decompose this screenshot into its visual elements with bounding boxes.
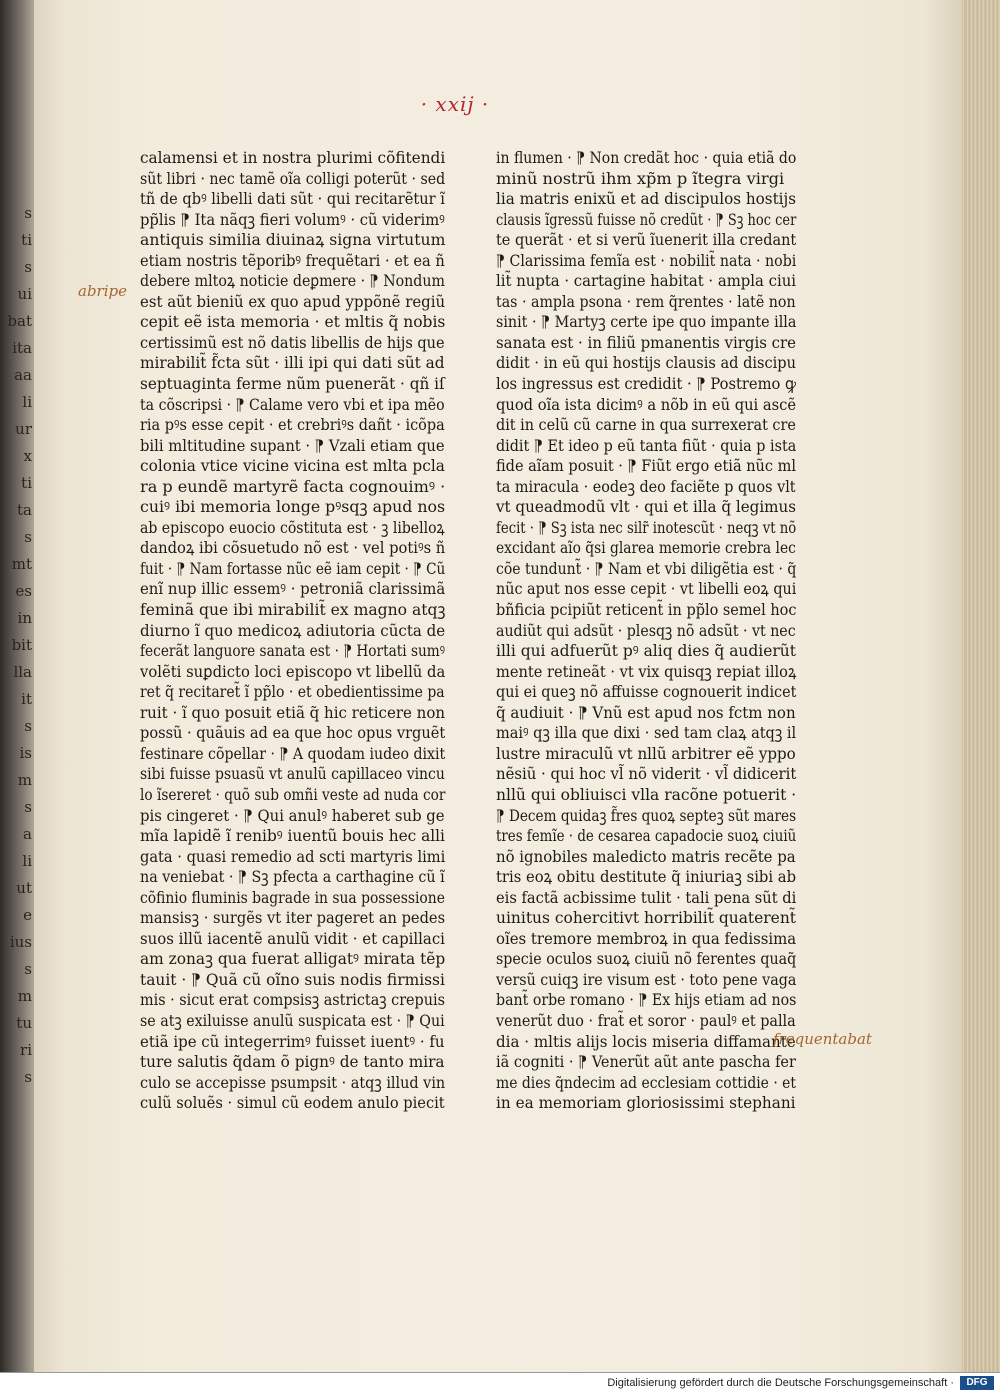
text-line: mansisꝫ · surgẽs vt iter pageret an pedes: [140, 908, 446, 928]
facing-page-fragment: s: [24, 798, 32, 816]
text-line: didit ⁋ Et ideo p eũ tanta fiũt · quia p ista: [496, 435, 797, 455]
text-line: dit in celũ cũ carne in qua surrexerat cre: [496, 415, 796, 435]
page-edges: [962, 0, 1000, 1372]
text-line: nõ ignobiles maledicto matris recẽte pa: [496, 846, 796, 866]
footer-bar: [0, 1372, 1000, 1394]
facing-page-fragment: ius: [9, 933, 32, 951]
text-line: los ingressus est credidit · ⁋ Postremo ꝙ: [496, 374, 797, 394]
text-line: est aũt bieniũ ex quo apud yppõnẽ regiũ: [140, 291, 446, 311]
facing-page-fragment: ta: [17, 501, 32, 519]
facing-page-fragment: ut: [16, 879, 32, 897]
text-line: sibi fuisse psuasũ vt anulũ capillaceo vincu: [140, 764, 445, 784]
facing-page-fragment: ti: [21, 474, 32, 492]
text-line: ture salutis q̃dam õ pignꝰ de tanto mira: [140, 1052, 445, 1072]
text-line: pp̃lis ⁋ Ita nãqꝫ fieri volumꝰ · cũ viderimꝰ: [140, 209, 445, 229]
text-line: possũ · quãuis ad ea que hoc opus vrguẽt: [140, 723, 446, 743]
text-line: feminã que ibi mirabilit̃ ex magno atqꝫ: [140, 600, 446, 620]
text-line: cõe tundunt̃ · ⁋ Nam et vbi diligẽtia est · q̃: [496, 558, 797, 578]
text-line: fuit · ⁋ Nam fortasse nũc eẽ iam cepit · ⁋ Cũ: [140, 558, 446, 578]
text-line: fecerãt languore sanata est · ⁋ Hortati sumꝰ: [140, 641, 445, 661]
text-line: na veniebat · ⁋ Sꝫ pfecta a carthagine cũ ĩ: [140, 867, 445, 887]
text-column-right: [496, 148, 797, 1113]
text-line: mirabilit̃ f̃cta sũt · illi ipi qui dati sũt ad: [140, 353, 445, 373]
text-line: sanata est · in filiũ pmanentis virgis cre: [496, 332, 796, 352]
facing-page-fragment: e: [23, 906, 32, 924]
text-line: lit̃ nupta · cartagine habitat · ampla ciui: [496, 271, 797, 291]
facing-page-fragment: bit: [11, 636, 32, 654]
text-line: me dies q̃ndecim ad ecclesiam cottidie · et: [496, 1072, 797, 1092]
facing-page-fragment: es: [15, 582, 32, 600]
margin-note-right: frequentabat: [773, 1030, 872, 1048]
text-line: enĩ nup illic essemꝰ · petroniã clarissimã: [140, 579, 446, 599]
text-line: in ea memoriam gloriosissimi stephani: [496, 1093, 796, 1113]
facing-page-fragment: li: [22, 393, 32, 411]
text-line: volẽti suꝑdicto loci episcopo vt libellũ da: [140, 661, 446, 681]
text-line: cuiꝰ ibi memoria longe pꝰsqꝫ apud nos: [140, 497, 446, 517]
text-line: culũ soluẽs · simul cũ eodem anulo piecit: [140, 1093, 445, 1113]
text-line: bñficia pcipiũt reticent̃ in pp̃lo semel hoc: [496, 600, 797, 620]
facing-page-fragment: m: [17, 987, 32, 1005]
facing-page-fragment: mt: [11, 555, 32, 573]
text-line: illi qui adfuerũt pꝰ aliq dies q̃ audierũt: [496, 641, 796, 661]
text-line: etiam nostris tẽporibꝰ frequẽtari · et ea ñ: [140, 250, 445, 270]
text-line: uinitus cohercitivt horribilit̃ quaterent̃: [496, 908, 797, 928]
footer-credit: Digitalisierung gefördert durch die Deutsche Forschungsgemeinschaft ·: [607, 1377, 954, 1389]
text-line: antiquis similia diuinaꝝ signa virtutum: [140, 230, 446, 250]
facing-page-fragment: ui: [17, 285, 32, 303]
text-line: septuaginta ferme nũm puenerãt · qñ iſ: [140, 374, 445, 394]
text-line: lo ĩsereret · quõ sub omñi veste ad nuda cor: [140, 784, 446, 804]
text-line: tres femĩe · de cesarea capadocie suoꝝ ciuiũ: [496, 826, 797, 846]
text-line: vt queadmodũ vlt · qui et illa q̃ legimus: [496, 497, 797, 517]
facing-page-fragment: it: [21, 690, 32, 708]
text-line: venerũt duo · frat̃ et soror · paulꝰ et palla: [496, 1010, 796, 1030]
facing-page-fragment: s: [24, 528, 32, 546]
facing-page-fragment: tu: [16, 1014, 32, 1032]
facing-page-fragment: lla: [13, 663, 32, 681]
facing-page-fragment: bat: [7, 312, 32, 330]
text-line: debere mltoꝝ noticie deꝑmere · ⁋ Nondum: [140, 271, 445, 291]
text-column-left: [140, 148, 446, 1113]
text-line: festinare cõpellar · ⁋ A quodam iudeo dixit: [140, 743, 446, 763]
text-line: maiꝰ qꝫ illa que dixi · sed tam claꝝ atqꝫ il: [496, 723, 797, 743]
text-line: nẽsiũ · qui hoc vl̃ nõ viderit · vl̃ didicerit: [496, 764, 797, 784]
dfg-logo: DFG: [960, 1376, 994, 1390]
text-line: quod oĩa ista dicimꝰ a nõb in eũ qui ascẽ: [496, 394, 797, 414]
facing-page-fragment: ri: [20, 1041, 32, 1059]
text-line: ria pꝰs esse cepit · et crebriꝰs dañt · icõpa: [140, 415, 445, 435]
text-line: clausis ĩgressũ fuisse nõ credũt · ⁋ Sꝫ hoc cer: [496, 209, 797, 229]
text-line: mĩa lapidẽ ĩ renibꝰ iuentũ bouis hec alli: [140, 826, 445, 846]
text-line: dia · mltis alijs locis miseria diffamante: [496, 1031, 796, 1051]
facing-page-fragment: s: [24, 204, 32, 222]
text-line: am zonaꝫ qua fuerat alligatꝰ mirata tẽp: [140, 949, 446, 969]
text-line: fecit · ⁋ Sꝫ ista nec silr̃ inotescũt · neqꝫ vt nõ: [496, 517, 797, 537]
text-line: nllũ qui obliuisci vlla racõne potuerit ·: [496, 784, 797, 804]
text-line: tauit · ⁋ Quã cũ oĩno suis nodis firmissi: [140, 969, 445, 989]
facing-page-fragment: s: [24, 1068, 32, 1086]
text-line: ta cõscripsi · ⁋ Calame vero vbi et ipa mẽo: [140, 394, 445, 414]
facing-page-fragment: s: [24, 717, 32, 735]
text-line: ab episcopo euocio cõstituta est · ꝫ libelloꝝ: [140, 517, 445, 537]
text-line: tris eoꝝ obitu destitute q̃ iniuriaꝫ sibi ab: [496, 867, 797, 887]
text-line: nũc aput nos esse cepit · vt libelli eoꝝ qui: [496, 579, 797, 599]
facing-page-fragment: ita: [12, 339, 32, 357]
text-line: excidant aĩo q̃si glarea memorie crebra lec: [496, 538, 796, 558]
text-line: tñ de qbꝰ libelli dati sũt · qui recitarẽtur ĩ: [140, 189, 445, 209]
text-line: mis · sicut erat compsisꝫ astrictaꝫ crepuis: [140, 990, 445, 1010]
text-line: pis cingeret · ⁋ Qui anulꝰ haberet sub ge: [140, 805, 445, 825]
text-line: audiũt qui adsũt · plesqꝫ nõ adsũt · vt nec: [496, 620, 796, 640]
text-line: specie oculos suoꝝ ciuiũ nõ ferentes quaq̃: [496, 949, 797, 969]
facing-page-fragment: ur: [15, 420, 32, 438]
text-line: etiã ipe cũ integerrimꝰ fuisset iuentꝰ · fu: [140, 1031, 445, 1051]
text-line: bili mltitudine supant · ⁋ Vzali etiam que: [140, 435, 445, 455]
text-line: q̃ audiuit · ⁋ Vnũ est apud nos fctm non: [496, 702, 796, 722]
text-line: cõfinio fluminis bagrade in sua possessione: [140, 887, 445, 907]
text-line: iã cogniti · ⁋ Venerũt aũt ante pascha fer: [496, 1052, 796, 1072]
facing-page-fragment: x: [23, 447, 32, 465]
text-line: mente retineãt · vt vix quisqꝫ repiat illoꝝ: [496, 661, 797, 681]
text-line: ret q̃ recitaret̃ ĩ pp̃lo · et obedientissime pa: [140, 682, 445, 702]
facing-page-fragment: is: [19, 744, 32, 762]
text-line: didit · in eũ qui hostijs clausis ad discipu: [496, 353, 796, 373]
facing-page-fragment: s: [24, 960, 32, 978]
text-line: culo se accepisse psumpsit · atqꝫ illud vin: [140, 1072, 446, 1092]
text-line: ⁋ Decem quidaꝫ f̃res quoꝝ septeꝫ sũt mares: [496, 805, 797, 825]
text-line: te querãt · et si verũ ĩuenerit illa credant: [496, 230, 797, 250]
text-line: fide aĩam posuit · ⁋ Fiũt ergo etiã nũc ml: [496, 456, 796, 476]
facing-page-fragment: ti: [21, 231, 32, 249]
facing-page-fragment: m: [17, 771, 32, 789]
text-line: colonia vtice vicine vicina est mlta pcla: [140, 456, 445, 476]
facing-page-fragment: aa: [14, 366, 32, 384]
text-line: suos illũ iacentẽ anulũ vidit · et capillaci: [140, 928, 445, 948]
text-line: sinit · ⁋ Martyꝫ certe ipe quo impante illa: [496, 312, 797, 332]
text-line: qui ei queꝫ nõ affuisse cognouerit indicet: [496, 682, 797, 702]
text-line: tas · ampla psona · rem q̃rentes · latẽ non: [496, 291, 796, 311]
facing-page-fragment: s: [24, 258, 32, 276]
text-line: certissimũ est nõ datis libellis de hijs que: [140, 332, 445, 352]
text-line: dandoꝝ ibi cõsuetudo nõ est · vel potiꝰs ñ: [140, 538, 446, 558]
text-line: in flumen · ⁋ Non credãt hoc · quia etiã do: [496, 148, 797, 167]
text-line: lustre miraculũ vt nllũ arbitrer eẽ yppo: [496, 743, 796, 763]
text-line: minũ nostrũ ihm xp̃m p ĩtegra virgi: [496, 168, 785, 188]
text-line: calamensi et in nostra plurimi cõfitendi: [140, 148, 446, 167]
text-line: gata · quasi remedio ad scti martyris limi: [140, 846, 446, 866]
text-line: ⁋ Clarissima femĩa est · nobilit̃ nata · nobi: [496, 250, 797, 270]
text-line: se atꝫ exiluisse anulũ suspicata est · ⁋ Qui: [140, 1010, 445, 1030]
text-line: lia matris enixũ et ad discipulos hostijs: [496, 189, 797, 209]
text-line: diurno ĩ quo medicoꝝ adiutoria cũcta de: [140, 620, 446, 640]
text-line: ra p eundẽ martyrẽ facta cognouimꝰ ·: [140, 476, 446, 496]
facing-page-fragments: [2, 200, 32, 1100]
text-line: ruit · ĩ quo posuit etiã q̃ hic reticere non: [140, 702, 446, 722]
folio-number: · xxij ·: [420, 92, 490, 116]
text-line: cepit eẽ ista memoria · et mltis q̃ nobis: [140, 312, 446, 332]
facing-page-fragment: li: [22, 852, 32, 870]
text-line: ta miracula · eodeꝫ deo faciẽte p quos vlt: [496, 476, 796, 496]
text-line: sũt libri · nec tamẽ oĩa colligi poterũt · sed: [140, 168, 446, 188]
facing-page-fragment: in: [17, 609, 32, 627]
text-line: eis factã acbissime tulit · tali pena sũt di: [496, 887, 797, 907]
text-line: versũ cuiqꝫ ire visum est · toto pene vaga: [496, 969, 797, 989]
text-line: bant̃ orbe romano · ⁋ Ex hijs etiam ad nos: [496, 990, 797, 1010]
text-line: oĩes tremore membroꝝ in qua fedissima: [496, 928, 797, 948]
facing-page-fragment: a: [23, 825, 32, 843]
margin-note-left: abripe: [78, 282, 127, 300]
